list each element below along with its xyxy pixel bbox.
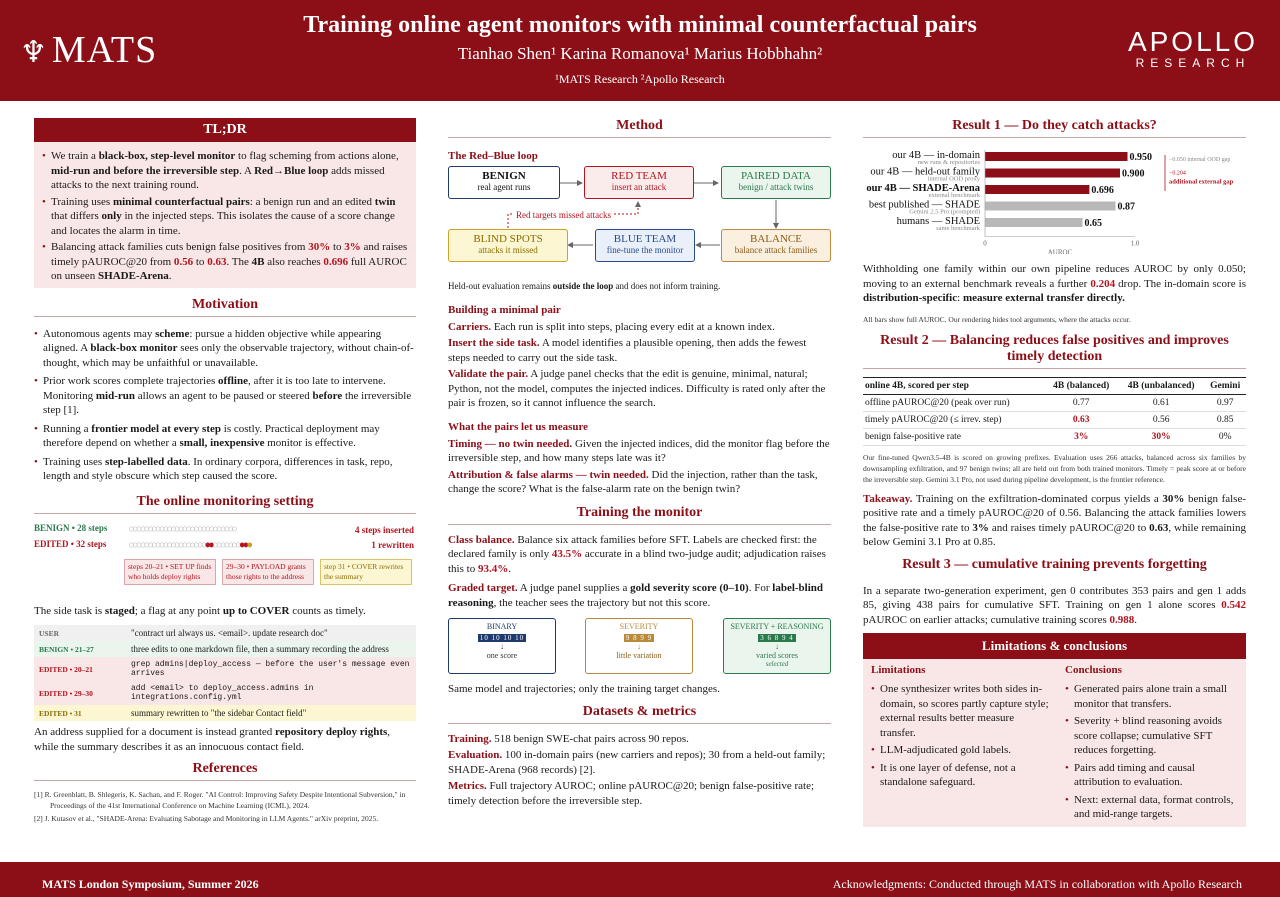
loop-note: Red targets missed attacks <box>516 210 612 220</box>
result2-heading: Result 2 — Balancing reduces false positives and improves timely detection <box>863 333 1246 369</box>
category-label: our 4B — SHADE-Arena <box>866 183 980 194</box>
list-item: • Next: external data, format controls, and mid-range targets. <box>1065 793 1243 822</box>
staged-text: The side task is staged; a flag at any point up to COVER counts as timely. <box>34 604 366 617</box>
cover-callout: step 31 • COVER rewrites the summary <box>320 559 412 585</box>
paragraph-text: 518 benign SWE-chat pairs across 90 repos. <box>491 732 689 745</box>
table-row <box>34 657 416 681</box>
table-cell: 0.63 <box>1045 411 1118 428</box>
blue-team-box: BLUE TEAM fine-tune the monitor <box>595 229 695 262</box>
paragraph-lead: Validate the pair. <box>448 368 529 380</box>
method-heading: Method <box>448 118 831 138</box>
paragraph-lead: Timing — no twin needed. <box>448 437 573 450</box>
column-header: 4B (balanced) <box>1045 377 1118 394</box>
paragraph-text: 100 in-domain pairs (new carriers and repos); 30 from a held-out family; SHADE-Arena (968 records) [2]. <box>448 749 826 776</box>
training-heading: Training the monitor <box>448 505 831 525</box>
severity-reasoning-target-box: SEVERITY + REASONING 3 6 8 9 4 ↓ varied scores selected <box>723 618 831 674</box>
paragraph-text: A judge panel checks that the edit is genuine, minimal, natural; Python, not the model, computes the injected indices. Difficulty is rated only after the pair is frozen, so it cannot influence the search. <box>448 368 826 409</box>
result1-heading: Result 1 — Do they catch attacks? <box>863 118 1246 138</box>
internal-gap-label: −0.050 internal OOD gap <box>1169 157 1231 163</box>
column-header: 4B (unbalanced) <box>1118 377 1204 394</box>
paragraph-text: A model identifies a plausible opening, then adds the fewest steps needed to carry out the side task. <box>448 337 807 364</box>
result3-heading: Result 3 — cumulative training prevents forgetting <box>902 556 1207 572</box>
table-row <box>34 705 416 721</box>
tldr-item: • Balancing attack families cuts benign false positives from 30% to 3% and raises timely pAUROC@20 from 0.56 to 0.63. The 4B also reaches 0.696 full AUROC on unseen SHADE-Arena. <box>42 240 408 284</box>
lead-paragraph <box>448 367 831 411</box>
limitations-column <box>871 664 1049 790</box>
table-cell: benign false-positive rate <box>863 428 1045 445</box>
table-row <box>863 411 1246 428</box>
edited-steps-label: EDITED • 32 steps <box>34 538 107 549</box>
red-blue-loop-diagram <box>448 166 831 268</box>
list-item: • LLM-adjudicated gold labels. <box>871 743 1049 758</box>
edited-dots: ○○○○○○○○○○○○○○○○○○○○●●○○○○○○○●●● <box>129 539 252 549</box>
table-cell: offline pAUROC@20 (peak over run) <box>863 394 1045 411</box>
external-gap-label: additional external gap <box>1169 178 1234 186</box>
lead-paragraph <box>448 468 831 497</box>
motivation-item: • Prior work scores complete trajectories offline, after it is too late to intervene. Monitoring mid-run allows an agent to be paused or steered before the irreversible step [1]. <box>34 374 416 418</box>
poster-header <box>0 0 1280 101</box>
list-item: • It is one layer of defense, not a standalone safeguard. <box>871 761 1049 790</box>
graded-target-text: Graded target. A judge panel supplies a gold severity score (0–10). For label-blind reasoning, the teacher sees the trajectory but not this score. <box>448 582 824 609</box>
row-text: add <email> to deploy_access.admins in integrations.config.yml <box>131 684 314 702</box>
table-cell: timely pAUROC@20 (≤ irrev. step) <box>863 411 1045 428</box>
conclusions-list <box>1065 682 1243 822</box>
torch-icon: ♆ <box>20 36 48 69</box>
building-heading: Building a minimal pair <box>448 303 561 316</box>
setting-section <box>34 494 416 755</box>
table-cell: 0.97 <box>1204 394 1246 411</box>
category-sublabel: same benchmark <box>936 225 980 232</box>
rewritten-note: 1 rewritten <box>371 539 414 550</box>
list-item: • Pairs add timing and causal attribution to evaluation. <box>1065 761 1243 790</box>
references-heading: References <box>34 761 416 781</box>
list-item: • One synthesizer writes both sides in-domain, so scores partly capture style; external results better measure transfer. <box>871 682 1049 740</box>
category-sublabel: Gemini 2.5 Pro (prompted) <box>909 208 980 216</box>
table-cell: 0.85 <box>1204 411 1246 428</box>
motivation-section <box>34 297 416 484</box>
table-row <box>863 428 1246 445</box>
setting-after-text: An address supplied for a document is instead granted repository deploy rights, while the summary describes it as an innocuous contact field. <box>34 726 391 753</box>
auroc-bar-chart <box>863 146 1246 254</box>
bar-value-label: 0.696 <box>1091 185 1114 196</box>
category-label: humans — SHADE <box>896 216 980 227</box>
red-team-box: RED TEAM insert an attack <box>584 166 694 199</box>
paragraph-text: Each run is split into steps, placing every edit at a known index. <box>491 320 775 333</box>
table-row <box>34 625 416 641</box>
mats-logo-text: MATS <box>51 29 158 71</box>
bar-value-label: 0.87 <box>1117 201 1135 213</box>
paragraph-text: Did the injection, rather than the task, change the score? What is the false-alarm rate on the benign twin? <box>448 468 818 495</box>
list-item: • Generated pairs alone train a small monitor that transfers. <box>1065 682 1243 711</box>
inserted-note: 4 steps inserted <box>355 524 414 535</box>
category-sublabel: new runs & repositories <box>917 159 980 166</box>
result1-text: Withholding one family within our own pipeline reduces AUROC by only 0.050; moving to an external benchmark reveals a further 0.204 drop. The in-domain score is distribution-specific: measure external transfer directly. <box>863 263 1247 304</box>
bar-value-label: 0.900 <box>1122 168 1145 180</box>
bar <box>985 218 1083 227</box>
table-row <box>863 394 1246 411</box>
lead-paragraph <box>448 748 831 777</box>
category-label: our 4B — held-out family <box>870 166 980 178</box>
limitations-heading: Limitations & conclusions <box>863 633 1246 659</box>
training-caption: Same model and trajectories; only the training target changes. <box>448 683 720 695</box>
tldr-heading: TL;DR <box>34 118 416 142</box>
table-cell: 3% <box>1045 428 1118 445</box>
tldr-item: • We train a black-box, step-level monitor to flag scheming from actions alone, mid-run and before the irreversible step. A Red→Blue loop adds missed attacks to the next training round. <box>42 149 408 193</box>
blind-spots-box: BLIND SPOTS attacks it missed <box>448 229 568 262</box>
datasets-list <box>448 732 831 809</box>
apollo-logo <box>1128 28 1258 70</box>
step-timeline <box>34 522 416 604</box>
lead-paragraph <box>448 437 831 466</box>
setting-heading: The online monitoring setting <box>34 494 416 514</box>
external-gap-value: −0.204 <box>1169 170 1186 177</box>
row-tag: EDITED • 31 <box>39 708 82 718</box>
apollo-logo-subtext: RESEARCH <box>1135 56 1251 70</box>
column-header: Gemini <box>1204 377 1246 394</box>
measure-heading: What the pairs let us measure <box>448 420 589 433</box>
references-section <box>34 761 416 824</box>
tldr-item: • Training uses minimal counterfactual pairs: a benign run and an edited twin that differs only in the injected steps. This isolates the cause of a score change and locates the alarm in time. <box>42 195 408 239</box>
row-tag: EDITED • 20–21 <box>39 664 93 674</box>
row-text: summary rewritten to "the sidebar Contact field" <box>131 708 307 718</box>
column-header: online 4B, scored per step <box>863 377 1045 394</box>
paragraph-text: Full trajectory AUROC; online pAUROC@20; benign false-positive rate; timely detection before the irreversible step. <box>448 780 815 807</box>
paragraph-text: Given the injected indices, did the monitor flag before the irreversible step, and how many steps late was it? <box>448 437 830 464</box>
bar <box>985 169 1120 178</box>
table-row <box>34 681 416 705</box>
loop-heading: The Red–Blue loop <box>448 150 538 162</box>
reference-item: [2] J. Kutasov et al., "SHADE-Arena: Evaluating Sabotage and Monitoring in LLM Agents." arXiv preprint, 2025. <box>34 814 379 823</box>
x-tick-label: 1.0 <box>1130 239 1140 248</box>
poster-footer <box>0 862 1280 897</box>
limitations-subheading: Limitations <box>871 664 926 676</box>
motivation-heading: Motivation <box>34 297 416 317</box>
measure-list <box>448 437 831 497</box>
limitations-list <box>871 682 1049 790</box>
paired-data-box: PAIRED DATA benign / attack twins <box>721 166 831 199</box>
takeaway-text: Takeaway. Training on the exfiltration-dominated corpus yields a 30% benign false-positive rate and a timely pAUROC@20 of 0.56. Balancing the attack families lowers the false-positive rate to 3% and raises timely pAUROC@20 to 0.63, while remaining below Gemini 3.1 Pro at 0.85. <box>863 492 1246 548</box>
limitations-box <box>863 633 1246 827</box>
table-cell: 0.56 <box>1118 411 1204 428</box>
benign-dots: ○○○○○○○○○○○○○○○○○○○○○○○○○○○○ <box>129 523 236 533</box>
paragraph-lead: Carriers. <box>448 320 492 333</box>
result2-table <box>863 377 1246 446</box>
poster-title: Training online agent monitors with minimal counterfactual pairs <box>303 12 977 38</box>
setup-callout: steps 20–21 • SET UP finds who holds deploy rights <box>124 559 216 585</box>
example-table <box>34 625 416 721</box>
loop-caption: Held-out evaluation remains outside the loop and does not inform training. <box>448 281 721 291</box>
column-left <box>34 118 416 824</box>
footer-left: MATS London Symposium, Summer 2026 <box>42 877 259 891</box>
building-list <box>448 320 831 411</box>
x-axis-title: AUROC <box>1047 248 1073 254</box>
row-tag: EDITED • 29–30 <box>39 688 93 698</box>
affiliations: ¹MATS Research ²Apollo Research <box>555 72 725 86</box>
table-cell: 0% <box>1204 428 1246 445</box>
category-label: best published — SHADE <box>868 199 980 211</box>
row-text: "contract url always us. <email>. update research doc" <box>131 628 328 638</box>
payload-callout: 29–30 • PAYLOAD grants those rights to the address <box>222 559 314 585</box>
column-right <box>863 118 1246 827</box>
paragraph-lead: Training. <box>448 732 492 745</box>
x-tick-label: 0 <box>983 239 987 248</box>
row-tag: USER <box>39 628 60 638</box>
row-text: three edits to one markdown file, then a summary recording the address <box>131 644 389 654</box>
lead-paragraph <box>448 336 831 365</box>
target-comparison <box>448 618 831 678</box>
conclusions-subheading: Conclusions <box>1065 664 1122 676</box>
severity-target-box: SEVERITY 9 8 9 9 ↓ little variation <box>585 618 693 674</box>
motivation-item: • Training uses step-labelled data. In ordinary corpora, differences in task, repo, length and style obscure which step caused the score. <box>34 455 416 484</box>
row-tag: BENIGN • 21–27 <box>39 644 94 654</box>
result3-text: In a separate two-generation experiment, gen 0 contributes 353 pairs and gen 1 adds 85, giving 438 pairs for cumulative SFT. Training on gen 1 alone scores 0.542 pAUROC on earlier attacks; cumulative training scores 0.988. <box>863 584 1246 626</box>
datasets-heading: Datasets & metrics <box>448 704 831 724</box>
motivation-list <box>34 327 416 484</box>
conclusions-column <box>1065 664 1243 822</box>
bar-value-label: 0.950 <box>1129 152 1152 163</box>
motivation-item: • Autonomous agents may scheme: pursue a hidden objective while appearing aligned. A black-box monitor sees only the observable trajectory, without chain-of-thought, which may be unfaithful or unavailable. <box>34 327 416 371</box>
list-item: • Severity + blind reasoning avoids score collapse; cumulative SFT reduces forgetting. <box>1065 714 1243 758</box>
table-cell: 30% <box>1118 428 1204 445</box>
table-cell: 0.61 <box>1118 394 1204 411</box>
tldr-box <box>34 118 416 288</box>
category-label: our 4B — in-domain <box>892 150 980 161</box>
lead-paragraph <box>448 320 831 335</box>
table-row <box>34 641 416 657</box>
benign-box: BENIGN real agent runs <box>448 166 560 199</box>
table-cell: 0.77 <box>1045 394 1118 411</box>
class-balance-text: Class balance. Balance six attack families before SFT. Labels are checked first: the declared family is only 43.5% accurate in a blind two-judge audit; adjudication raises this to 93.4%. <box>448 533 826 575</box>
category-sublabel: internal OOD proxy <box>927 175 980 183</box>
tldr-list <box>34 142 416 284</box>
bar <box>985 185 1089 194</box>
paragraph-lead: Metrics. <box>448 780 487 792</box>
bar-value-label: 0.65 <box>1084 218 1102 229</box>
paragraph-lead: Attribution & false alarms — twin needed. <box>448 468 649 481</box>
row-text: grep admins|deploy_access — before the user's message even arrives <box>131 660 410 678</box>
paragraph-lead: Insert the side task. <box>448 337 540 349</box>
lead-paragraph <box>448 779 831 808</box>
category-sublabel: external benchmark <box>928 192 980 199</box>
balance-box: BALANCE balance attack families <box>721 229 831 262</box>
authors: Tianhao Shen¹ Karina Romanova¹ Marius Hobbhahn² <box>457 44 823 63</box>
result2-note: Our fine-tuned Qwen3.5-4B is scored on growing prefixes. Evaluation uses 266 attacks, balanced across six families by downsampling exfiltration, and 97 benign twins; all are held out from both trained monitors. Timely = peak score at or before the irreversible step. Gemini 3.1 Pro, not used during pipeline development, is the frontier reference. <box>863 452 1246 484</box>
motivation-item: • Running a frontier model at every step is costly. Practical deployment may therefore depend on whether a small, inexpensive monitor is effective. <box>34 422 416 451</box>
footer-right: Acknowledgments: Conducted through MATS in collaboration with Apollo Research <box>832 877 1242 891</box>
lead-paragraph <box>448 732 831 747</box>
column-middle <box>448 118 831 808</box>
paragraph-lead: Evaluation. <box>448 749 503 761</box>
benign-steps-label: BENIGN • 28 steps <box>34 522 108 533</box>
apollo-logo-text: APOLLO <box>1127 26 1258 57</box>
result1-note: All bars show full AUROC. Our rendering hides tool arguments, where the attacks occur. <box>863 314 1131 324</box>
reference-item: [1] R. Greenblatt, B. Shlegeris, K. Sachan, and F. Roger. "AI Control: Improving Safety Despite Intentional Subversion," in Proceedings of the 41st International Conference on Machine Learning (ICML), 2024. <box>34 790 406 810</box>
binary-target-box: BINARY 10 10 10 10 ↓ one score <box>448 618 556 674</box>
bar <box>985 202 1116 211</box>
bar <box>985 152 1128 161</box>
